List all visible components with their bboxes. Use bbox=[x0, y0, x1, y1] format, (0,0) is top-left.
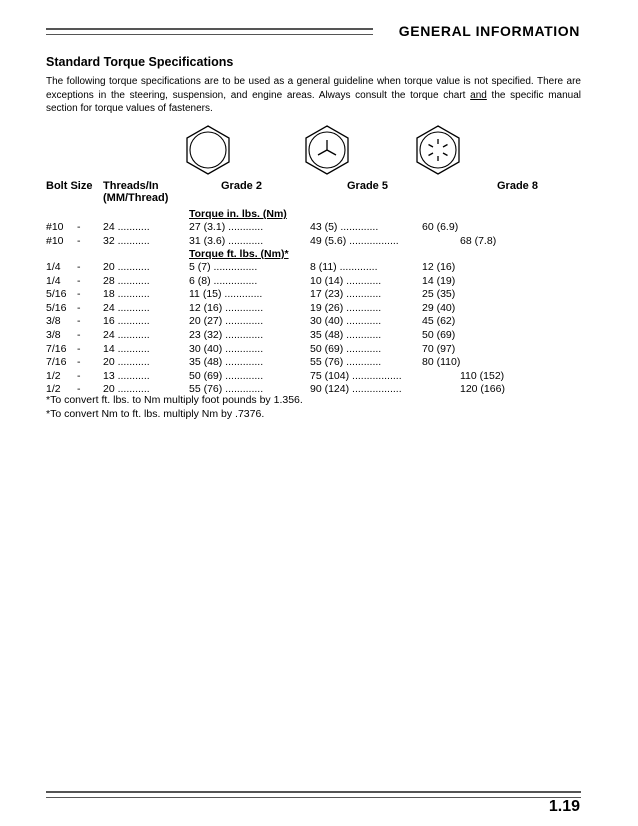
cell-size: #10 bbox=[46, 221, 64, 233]
col-bolt-size: Bolt Size bbox=[46, 180, 93, 192]
cell-g2: 6 (8) ............... bbox=[189, 274, 258, 287]
cell-g8: 110 (152) bbox=[460, 369, 505, 382]
cell-g8: 68 (7.8) bbox=[460, 234, 497, 247]
cell-size: 1/4 bbox=[46, 274, 61, 287]
cell-threads: 20 ........... bbox=[103, 356, 150, 369]
col-threads bbox=[103, 180, 168, 204]
cell-g5: 35 (48) ............ bbox=[310, 329, 382, 341]
cell-g5: 17 (23) ............ bbox=[310, 288, 382, 301]
cell-g5: 90 (124) ................. bbox=[310, 383, 402, 396]
cell-g2: 27 (3.1) ............ bbox=[189, 221, 264, 233]
intro-text-before: The following torque specifications are to be used as a general guideline when torque value is not specified. There are exceptions in the steering, suspension, and engine areas. Always consult the torque chart bbox=[46, 76, 581, 101]
cell-dash: - bbox=[77, 369, 81, 382]
cell-g2: 20 (27) ............. bbox=[189, 315, 264, 328]
col-grade2: Grade 2 bbox=[221, 180, 262, 192]
col-grade8: Grade 8 bbox=[497, 180, 538, 192]
cell-dash: - bbox=[77, 329, 81, 341]
cell-dash: - bbox=[77, 315, 81, 328]
cell-threads: 18 ........... bbox=[103, 288, 150, 301]
cell-threads: 16 ........... bbox=[103, 315, 150, 328]
grade2-bolt-head-icon bbox=[184, 124, 232, 176]
cell-g8: 12 (16) bbox=[422, 261, 456, 273]
cell-dash: - bbox=[77, 288, 81, 301]
cell-g8: 60 (6.9) bbox=[422, 221, 459, 233]
cell-g2: 12 (16) ............. bbox=[189, 301, 264, 314]
cell-threads: 20 ........... bbox=[103, 261, 150, 273]
cell-g5: 50 (69) ............ bbox=[310, 342, 382, 355]
cell-dash: - bbox=[77, 342, 81, 355]
cell-threads: 32 ........... bbox=[103, 234, 150, 247]
cell-dash: - bbox=[77, 356, 81, 369]
cell-threads: 13 ........... bbox=[103, 369, 150, 382]
cell-threads: 28 ........... bbox=[103, 274, 150, 287]
cell-threads: 24 ........... bbox=[103, 301, 150, 314]
intro-paragraph bbox=[46, 75, 581, 116]
cell-g2: 5 (7) ............... bbox=[189, 261, 258, 273]
cell-g2: 30 (40) ............. bbox=[189, 342, 264, 355]
cell-size: #10 bbox=[46, 234, 64, 247]
section-heading: GENERAL INFORMATION bbox=[398, 23, 580, 39]
cell-size: 1/2 bbox=[46, 369, 61, 382]
cell-size: 3/8 bbox=[46, 329, 61, 341]
cell-g5: 75 (104) ................. bbox=[310, 369, 402, 382]
note-ft-to-nm: *To convert ft. lbs. to Nm multiply foot pounds by 1.356. bbox=[46, 394, 303, 406]
cell-g8: 70 (97) bbox=[422, 342, 456, 355]
cell-g5: 55 (76) ............ bbox=[310, 356, 382, 369]
header-rule bbox=[46, 28, 373, 35]
grade5-bolt-head-icon bbox=[303, 124, 351, 176]
cell-threads: 24 ........... bbox=[103, 221, 150, 233]
cell-g5: 30 (40) ............ bbox=[310, 315, 382, 328]
col-threads-line2: (MM/Thread) bbox=[103, 192, 169, 204]
cell-size: 3/8 bbox=[46, 315, 61, 328]
cell-g8: 45 (62) bbox=[422, 315, 456, 328]
cell-size: 1/4 bbox=[46, 261, 61, 273]
cell-size: 1/2 bbox=[46, 383, 61, 396]
cell-g2: 50 (69) ............. bbox=[189, 369, 264, 382]
cell-g5: 8 (11) ............. bbox=[310, 261, 378, 273]
page-title: Standard Torque Specifications bbox=[46, 55, 234, 69]
cell-dash: - bbox=[77, 301, 81, 314]
cell-dash: - bbox=[77, 234, 81, 247]
cell-g8: 50 (69) bbox=[422, 329, 456, 341]
subheading-in-lbs: Torque in. lbs. (Nm) bbox=[189, 208, 287, 220]
cell-dash: - bbox=[77, 383, 81, 396]
col-threads-line1: Threads/In bbox=[103, 180, 159, 192]
cell-g8: 25 (35) bbox=[422, 288, 456, 301]
cell-g8: 29 (40) bbox=[422, 301, 456, 314]
cell-size: 7/16 bbox=[46, 356, 67, 369]
cell-g8: 120 (166) bbox=[460, 383, 505, 396]
cell-g2: 35 (48) ............. bbox=[189, 356, 264, 369]
subheading-ft-lbs: Torque ft. lbs. (Nm)* bbox=[189, 248, 289, 260]
cell-size: 5/16 bbox=[46, 288, 67, 301]
cell-size: 5/16 bbox=[46, 301, 67, 314]
intro-text-underlined: and bbox=[470, 89, 487, 101]
cell-dash: - bbox=[77, 261, 81, 273]
note-nm-to-ft: *To convert Nm to ft. lbs. multiply Nm by .7376. bbox=[46, 408, 265, 420]
intro-text-after: the specific manual section for torque values of fasteners. bbox=[46, 89, 581, 114]
cell-g5: 19 (26) ............ bbox=[310, 301, 382, 314]
grade8-bolt-head-icon bbox=[414, 124, 462, 176]
cell-g8: 80 (110) bbox=[422, 356, 461, 369]
cell-g5: 43 (5) ............. bbox=[310, 221, 379, 233]
page-number: 1.19 bbox=[548, 798, 580, 815]
cell-g2: 11 (15) ............. bbox=[189, 288, 263, 301]
cell-g2: 23 (32) ............. bbox=[189, 329, 264, 341]
col-grade5: Grade 5 bbox=[347, 180, 388, 192]
cell-g5: 49 (5.6) ................. bbox=[310, 234, 399, 247]
cell-g2: 55 (76) ............. bbox=[189, 383, 264, 396]
cell-g5: 10 (14) ............ bbox=[310, 274, 382, 287]
cell-threads: 20 ........... bbox=[103, 383, 150, 396]
cell-threads: 14 ........... bbox=[103, 342, 150, 355]
cell-threads: 24 ........... bbox=[103, 329, 150, 341]
cell-g8: 14 (19) bbox=[422, 274, 456, 287]
cell-g2: 31 (3.6) ............ bbox=[189, 234, 264, 247]
cell-dash: - bbox=[77, 274, 81, 287]
footer-rule bbox=[46, 791, 581, 798]
cell-size: 7/16 bbox=[46, 342, 67, 355]
cell-dash: - bbox=[77, 221, 81, 233]
